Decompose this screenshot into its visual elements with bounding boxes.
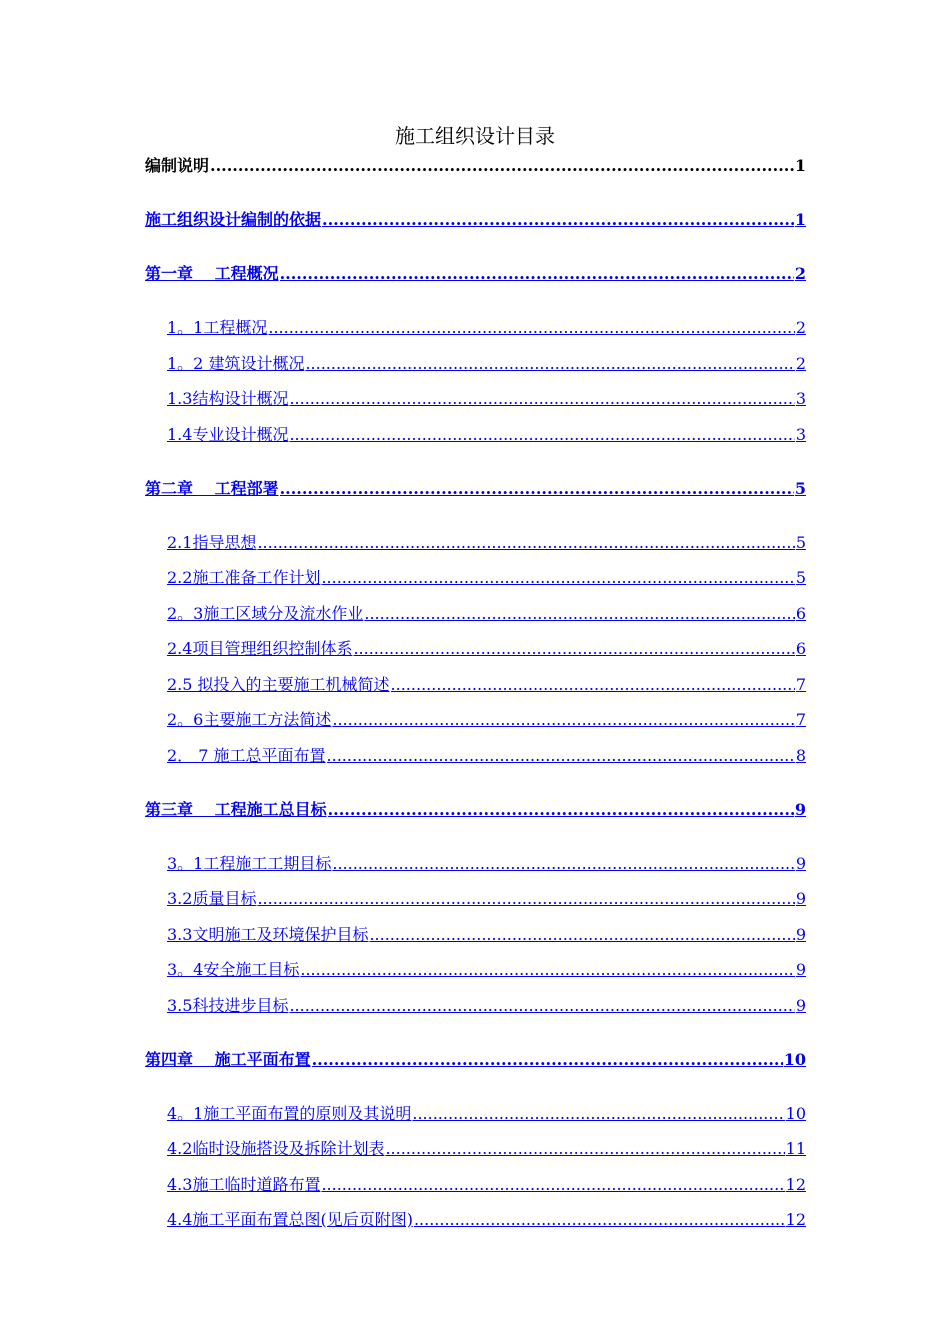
- toc-page-number: 1: [794, 210, 806, 229]
- toc-spacer: [145, 410, 806, 424]
- toc-entry-label: 4.4施工平面布置总图(见后页附图): [167, 1210, 413, 1229]
- toc-page-number: 7: [795, 710, 806, 729]
- toc-dot-leader: [353, 638, 794, 660]
- toc-dot-leader: [321, 567, 794, 589]
- toc-spacer: [145, 821, 806, 853]
- toc-spacer: [145, 339, 806, 353]
- toc-page-number: 2: [794, 264, 806, 283]
- table-of-contents: [145, 155, 806, 1231]
- toc-dot-leader: [268, 317, 794, 339]
- toc-dot-leader: [257, 888, 794, 910]
- toc-entry-label: 施工组织设计编制的依据: [145, 210, 322, 229]
- toc-spacer: [145, 910, 806, 924]
- toc-dot-leader: [321, 1174, 784, 1196]
- toc-section-entry[interactable]: [145, 638, 806, 660]
- toc-section-entry[interactable]: [145, 567, 806, 589]
- toc-entry-label: 3。1工程施工工期目标: [167, 853, 332, 873]
- toc-spacer: [145, 1071, 806, 1103]
- toc-dot-leader: [327, 745, 795, 767]
- toc-page-number: 9: [794, 799, 806, 819]
- toc-entry-label: 2． 7 施工总平面布置: [167, 745, 326, 765]
- toc-spacer: [145, 946, 806, 960]
- toc-page-number: 3: [795, 424, 806, 444]
- toc-section-entry[interactable]: [145, 1174, 806, 1196]
- toc-page-number: 9: [795, 960, 806, 979]
- toc-section-entry[interactable]: [145, 674, 806, 696]
- toc-entry-label: 编制说明: [145, 156, 210, 175]
- toc-page-number: 9: [795, 924, 806, 944]
- toc-section-entry[interactable]: [145, 924, 806, 946]
- toc-dot-leader: [391, 674, 795, 696]
- toc-dot-leader: [300, 959, 794, 981]
- toc-spacer: [145, 731, 806, 745]
- toc-dot-leader: [305, 353, 794, 375]
- toc-page-number: 5: [795, 568, 806, 587]
- toc-entry-label: 3。4安全施工目标: [167, 960, 300, 979]
- toc-dot-leader: [210, 155, 794, 177]
- toc-page-number: 9: [795, 995, 806, 1015]
- toc-page-number: 6: [795, 639, 806, 658]
- toc-page-number: 10: [783, 1049, 806, 1069]
- toc-section-entry[interactable]: [145, 853, 806, 875]
- toc-chapter-entry[interactable]: [145, 209, 806, 231]
- toc-entry-label: 4.3施工临时道路布置: [167, 1174, 321, 1194]
- toc-spacer: [145, 375, 806, 389]
- toc-entry-label: 2。6主要施工方法简述: [167, 710, 332, 729]
- toc-entry-label: 1.4专业设计概况: [167, 424, 289, 444]
- toc-chapter-entry: [145, 155, 806, 177]
- toc-spacer: [145, 660, 806, 674]
- toc-page-number: 5: [794, 478, 806, 498]
- toc-entry-label: 第三章 工程施工总目标: [145, 799, 327, 819]
- toc-chapter-entry[interactable]: [145, 799, 806, 821]
- toc-entry-label: 4。1施工平面布置的原则及其说明: [167, 1103, 412, 1123]
- toc-section-entry[interactable]: [145, 317, 806, 339]
- toc-entry-label: 1。2 建筑设计概况: [167, 353, 305, 373]
- toc-page-number: 3: [795, 389, 806, 408]
- toc-spacer: [145, 1017, 806, 1049]
- toc-entry-label: 第一章 工程概况: [145, 264, 279, 283]
- toc-section-entry[interactable]: [145, 1138, 806, 1160]
- toc-entry-label: 4.2临时设施搭设及拆除计划表: [167, 1139, 385, 1158]
- toc-spacer: [145, 177, 806, 209]
- toc-spacer: [145, 1160, 806, 1174]
- toc-page-number: 7: [795, 674, 806, 694]
- toc-section-entry[interactable]: [145, 995, 806, 1017]
- toc-section-entry[interactable]: [145, 745, 806, 767]
- toc-dot-leader: [412, 1103, 784, 1125]
- toc-page-number: 11: [785, 1139, 806, 1158]
- toc-spacer: [145, 554, 806, 568]
- toc-section-entry[interactable]: [145, 1103, 806, 1125]
- toc-entry-label: 2。3施工区域分及流水作业: [167, 603, 364, 623]
- toc-page-number: 9: [795, 889, 806, 908]
- toc-page-number: 9: [795, 853, 806, 873]
- toc-section-entry[interactable]: [145, 532, 806, 554]
- toc-page-number: 1: [794, 156, 806, 175]
- toc-spacer: [145, 696, 806, 710]
- toc-spacer: [145, 767, 806, 799]
- toc-dot-leader: [289, 995, 794, 1017]
- toc-chapter-entry[interactable]: [145, 1049, 806, 1071]
- page-title: 施工组织设计目录: [395, 124, 555, 148]
- toc-dot-leader: [414, 1209, 785, 1231]
- toc-dot-leader: [289, 388, 794, 410]
- toc-spacer: [145, 500, 806, 532]
- toc-dot-leader: [280, 263, 794, 285]
- toc-chapter-entry[interactable]: [145, 263, 806, 285]
- toc-dot-leader: [257, 532, 794, 554]
- toc-section-entry[interactable]: [145, 424, 806, 446]
- toc-spacer: [145, 231, 806, 263]
- toc-page-number: 12: [785, 1210, 806, 1229]
- toc-dot-leader: [328, 799, 794, 821]
- toc-dot-leader: [369, 924, 794, 946]
- toc-chapter-entry[interactable]: [145, 478, 806, 500]
- toc-page-number: 10: [785, 1103, 806, 1123]
- toc-spacer: [145, 1196, 806, 1210]
- toc-spacer: [145, 285, 806, 317]
- toc-spacer: [145, 625, 806, 639]
- toc-entry-label: 2.5 拟投入的主要施工机械简述: [167, 674, 390, 694]
- toc-entry-label: 2.4项目管理组织控制体系: [167, 639, 353, 658]
- toc-page-number: 12: [785, 1174, 806, 1194]
- toc-spacer: [145, 589, 806, 603]
- toc-section-entry[interactable]: [145, 959, 806, 981]
- toc-page-number: 8: [795, 745, 806, 765]
- toc-entry-label: 2.1指导思想: [167, 532, 257, 552]
- toc-entry-label: 3.3文明施工及环境保护目标: [167, 924, 369, 944]
- toc-entry-label: 第四章 施工平面布置: [145, 1049, 311, 1069]
- toc-dot-leader: [289, 424, 794, 446]
- toc-section-entry[interactable]: [145, 388, 806, 410]
- toc-page-number: 5: [795, 532, 806, 552]
- toc-section-entry[interactable]: [145, 603, 806, 625]
- toc-page-number: 6: [795, 603, 806, 623]
- toc-spacer: [145, 875, 806, 889]
- toc-page-number: 2: [795, 318, 806, 337]
- toc-dot-leader: [322, 209, 794, 231]
- toc-section-entry[interactable]: [145, 353, 806, 375]
- toc-spacer: [145, 446, 806, 478]
- toc-entry-label: 1。1工程概况: [167, 318, 268, 337]
- toc-dot-leader: [312, 1049, 783, 1071]
- toc-dot-leader: [385, 1138, 784, 1160]
- toc-spacer: [145, 981, 806, 995]
- toc-entry-label: 第二章 工程部署: [145, 478, 279, 498]
- toc-dot-leader: [332, 709, 794, 731]
- toc-entry-label: 2.2施工准备工作计划: [167, 568, 321, 587]
- toc-section-entry[interactable]: [145, 1209, 806, 1231]
- toc-entry-label: 1.3结构设计概况: [167, 389, 289, 408]
- toc-page-number: 2: [795, 353, 806, 373]
- toc-entry-label: 3.5科技进步目标: [167, 995, 289, 1015]
- toc-section-entry[interactable]: [145, 888, 806, 910]
- toc-spacer: [145, 1125, 806, 1139]
- toc-dot-leader: [364, 603, 794, 625]
- toc-dot-leader: [280, 478, 794, 500]
- toc-entry-label: 3.2质量目标: [167, 889, 257, 908]
- toc-section-entry[interactable]: [145, 709, 806, 731]
- toc-dot-leader: [332, 853, 794, 875]
